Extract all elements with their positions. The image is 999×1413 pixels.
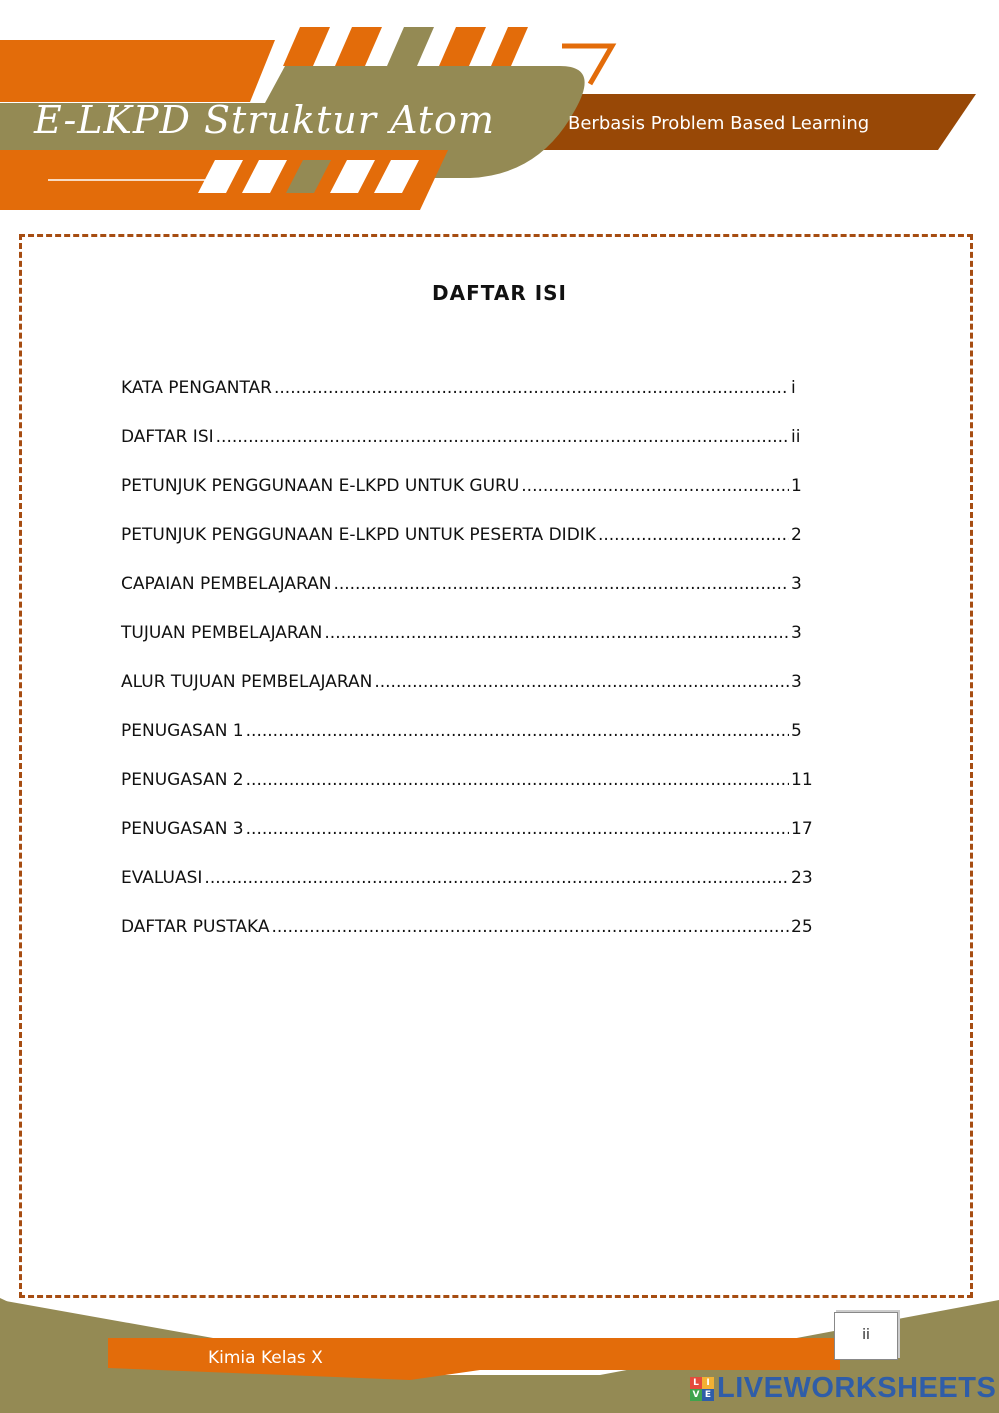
footer-subject-label: Kimia Kelas X	[208, 1348, 323, 1368]
liveworksheets-logo[interactable]	[690, 1372, 996, 1405]
toc-leader-dots	[246, 770, 789, 790]
toc-entry[interactable]	[121, 672, 813, 721]
toc-entry[interactable]	[121, 623, 813, 672]
toc-entry-label: TUJUAN PEMBELAJARAN	[121, 623, 323, 643]
toc-entry-page: 23	[791, 868, 813, 888]
toc-entry[interactable]	[121, 525, 813, 574]
toc-entry-page: 11	[791, 770, 813, 790]
toc-entry-page: 25	[791, 917, 813, 937]
toc-entry[interactable]	[121, 476, 813, 525]
logo-tile: V	[690, 1389, 702, 1401]
toc-entry-label: PETUNJUK PENGGUNAAN E-LKPD UNTUK GURU	[121, 476, 520, 496]
toc-entry-label: EVALUASI	[121, 868, 203, 888]
toc-leader-dots	[521, 476, 789, 496]
page-number-tab	[834, 1312, 898, 1360]
page-number: ii	[862, 1327, 870, 1343]
toc-entry-page: ii	[791, 427, 801, 447]
toc-entry[interactable]	[121, 770, 813, 819]
liveworksheets-logo-icon	[690, 1377, 714, 1401]
logo-tile: L	[690, 1377, 702, 1389]
toc-entry-page: 2	[791, 525, 802, 545]
toc-entry-label: DAFTAR ISI	[121, 427, 214, 447]
liveworksheets-brand-text: LIVEWORKSHEETS	[717, 1372, 997, 1404]
toc-entry-page: 1	[791, 476, 802, 496]
logo-tile: E	[702, 1389, 714, 1401]
toc-entry-page: 3	[791, 623, 802, 643]
toc-entry[interactable]	[121, 868, 813, 917]
toc-entry-page: 3	[791, 574, 802, 594]
toc-heading: DAFTAR ISI	[432, 281, 567, 305]
toc-leader-dots	[324, 623, 789, 643]
toc-entry[interactable]	[121, 819, 813, 868]
toc-entry-label: PENUGASAN 3	[121, 819, 244, 839]
toc-entry-label: KATA PENGANTAR	[121, 378, 272, 398]
table-of-contents	[121, 378, 813, 966]
toc-leader-dots	[598, 525, 789, 545]
toc-entry-label: DAFTAR PUSTAKA	[121, 917, 270, 937]
toc-entry-page: i	[791, 378, 796, 398]
toc-entry[interactable]	[121, 427, 813, 476]
toc-entry[interactable]	[121, 917, 813, 966]
toc-leader-dots	[216, 427, 789, 447]
toc-leader-dots	[246, 721, 789, 741]
toc-entry-label: PENUGASAN 1	[121, 721, 244, 741]
toc-entry-page: 3	[791, 672, 802, 692]
toc-leader-dots	[333, 574, 789, 594]
toc-entry[interactable]	[121, 721, 813, 770]
toc-entry-page: 17	[791, 819, 813, 839]
toc-leader-dots	[274, 378, 789, 398]
document-subtitle: Berbasis Problem Based Learning	[568, 113, 870, 134]
logo-tile: I	[702, 1377, 714, 1389]
toc-leader-dots	[204, 868, 789, 888]
toc-leader-dots	[246, 819, 789, 839]
toc-entry-page: 5	[791, 721, 802, 741]
document-title: E-LKPD Struktur Atom	[34, 98, 495, 142]
toc-leader-dots	[374, 672, 789, 692]
toc-entry-label: ALUR TUJUAN PEMBELAJARAN	[121, 672, 373, 692]
toc-entry[interactable]	[121, 574, 813, 623]
toc-entry[interactable]	[121, 378, 813, 427]
toc-entry-label: PENUGASAN 2	[121, 770, 244, 790]
toc-entry-label: CAPAIAN PEMBELAJARAN	[121, 574, 332, 594]
toc-leader-dots	[271, 917, 789, 937]
toc-entry-label: PETUNJUK PENGGUNAAN E-LKPD UNTUK PESERTA DIDIK	[121, 525, 596, 545]
